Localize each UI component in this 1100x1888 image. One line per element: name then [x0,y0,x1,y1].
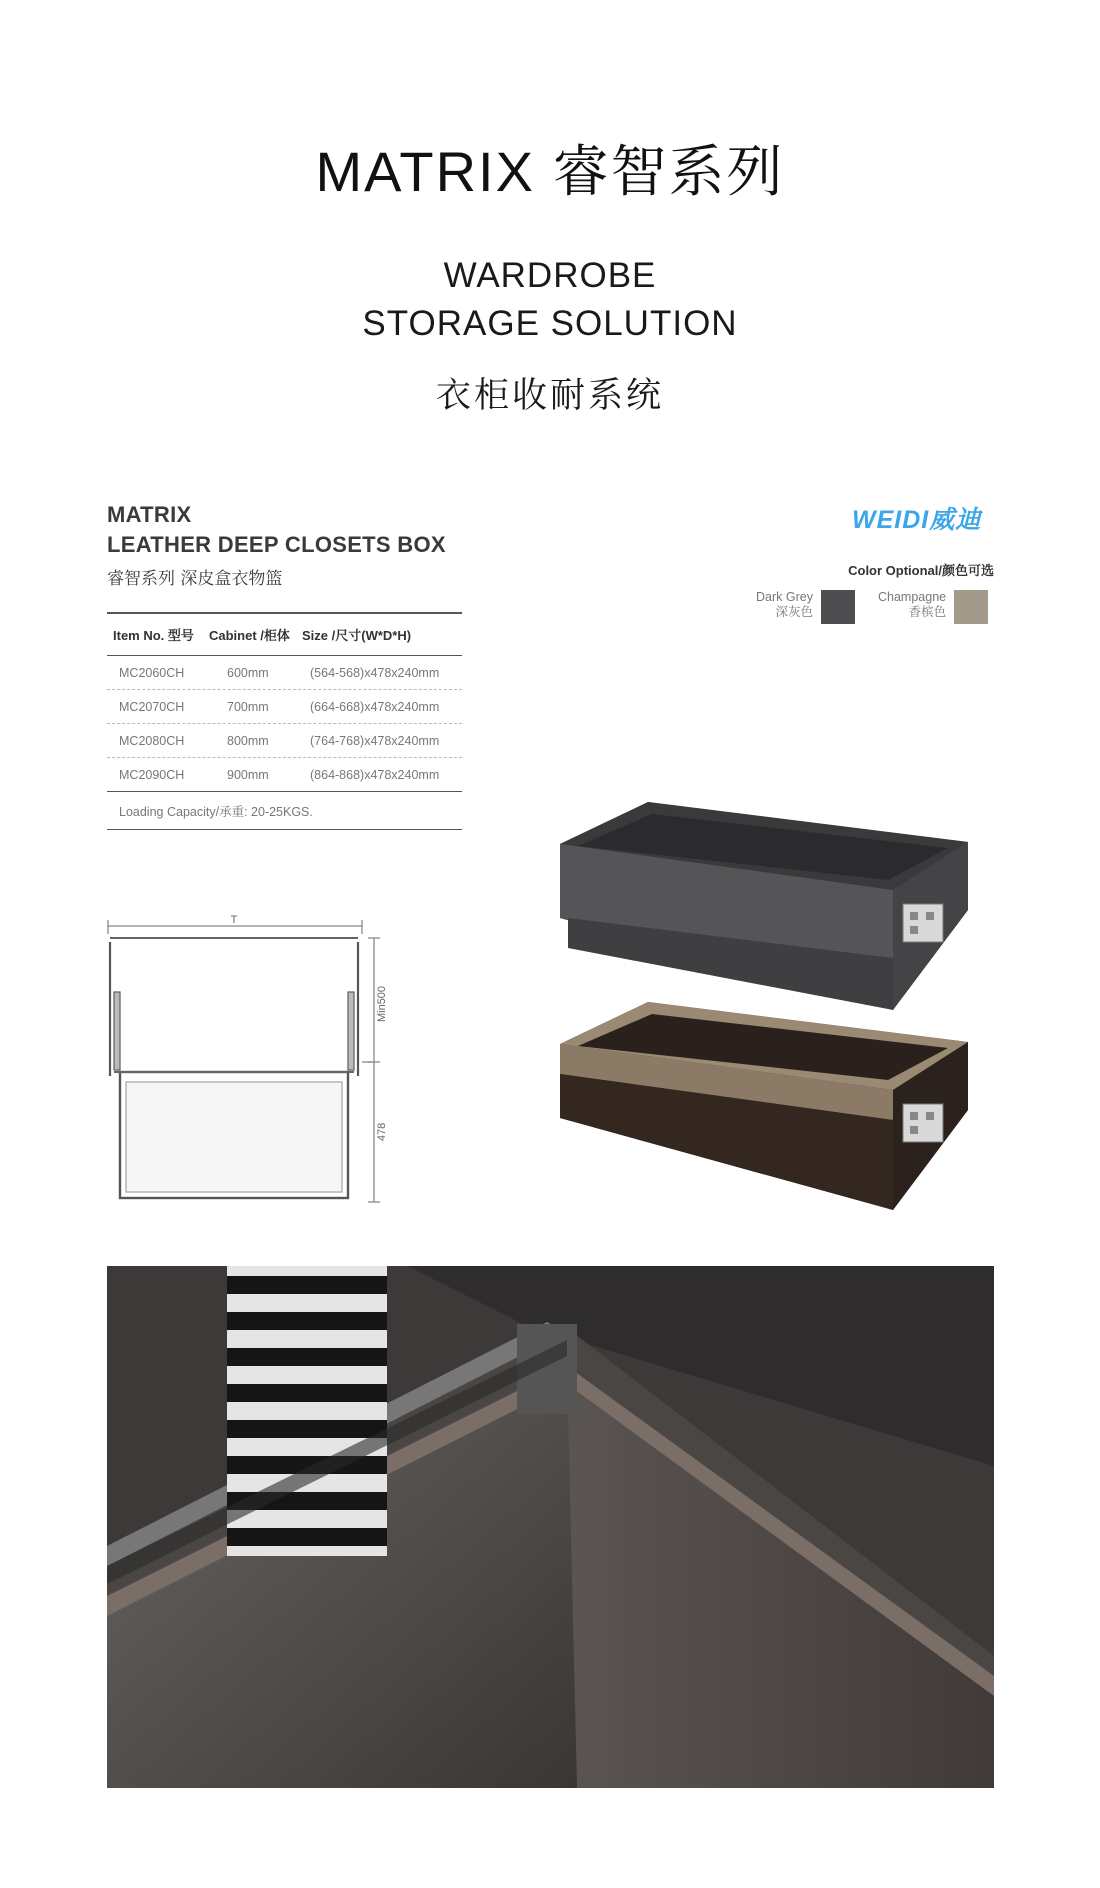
color-swatch [954,590,988,624]
subtitle-en [0,252,1100,348]
table-row [107,690,462,724]
color-name-cn: 香槟色 [908,605,947,619]
cell-item-no: MC2060CH [119,665,185,680]
product-name-line2: LEATHER DEEP CLOSETS BOX [107,532,446,557]
table-row [107,656,462,690]
color-swatch [821,590,855,624]
cell-size: (764-768)x478x240mm [310,733,440,748]
loading-capacity-note: Loading Capacity/承重: 20-25KGS. [107,792,462,830]
cell-cabinet: 900mm [227,767,269,782]
color-name-cn: 深灰色 [775,605,813,619]
dark-grey-drawer-image [548,798,968,1018]
closeup-photo [107,1266,994,1788]
header-cabinet: Cabinet /柜体 [209,628,290,643]
cell-cabinet: 600mm [227,665,269,680]
cell-size: (664-668)x478x240mm [310,699,440,714]
subtitle-en-line1: WARDROBE [443,256,657,295]
spec-table [107,612,462,830]
dimension-label-min-height: Min500 [376,985,388,1023]
dimension-label-depth: 478 [376,1122,388,1142]
page-title: MATRIX 睿智系列 [315,140,785,203]
color-option-champagne [878,590,988,624]
cell-cabinet: 700mm [227,699,269,714]
cell-item-no: MC2090CH [119,767,185,782]
subtitle-cn: 衣柜收耐系统 [435,376,664,416]
cell-size: (864-868)x478x240mm [310,767,440,782]
product-name [107,500,446,560]
color-option-dark-grey [756,590,855,624]
header-item-no: Item No. 型号 [113,628,194,643]
cell-cabinet: 800mm [227,733,269,748]
color-options-title: Color Optional/颜色可选 [848,563,994,578]
spec-table-header [107,614,462,656]
dimension-label-width: T [230,914,238,926]
header-size: Size /尺寸(W*D*H) [302,628,412,643]
product-name-line1: MATRIX [107,502,192,527]
color-label [878,590,946,620]
cell-size: (564-568)x478x240mm [310,665,440,680]
champagne-drawer-image [548,998,968,1218]
table-row [107,758,462,792]
subtitle-en-line2: STORAGE SOLUTION [362,304,738,343]
product-name-cn: 睿智系列 深皮盒衣物篮 [107,569,283,589]
dimension-diagram [100,912,390,1212]
color-name-en: Dark Grey [756,590,813,604]
color-name-en: Champagne [878,590,947,604]
brand-logo: WEIDI威迪 [852,506,982,534]
table-row [107,724,462,758]
cell-item-no: MC2080CH [119,733,185,748]
cell-item-no: MC2070CH [119,699,185,714]
color-label [756,590,813,620]
